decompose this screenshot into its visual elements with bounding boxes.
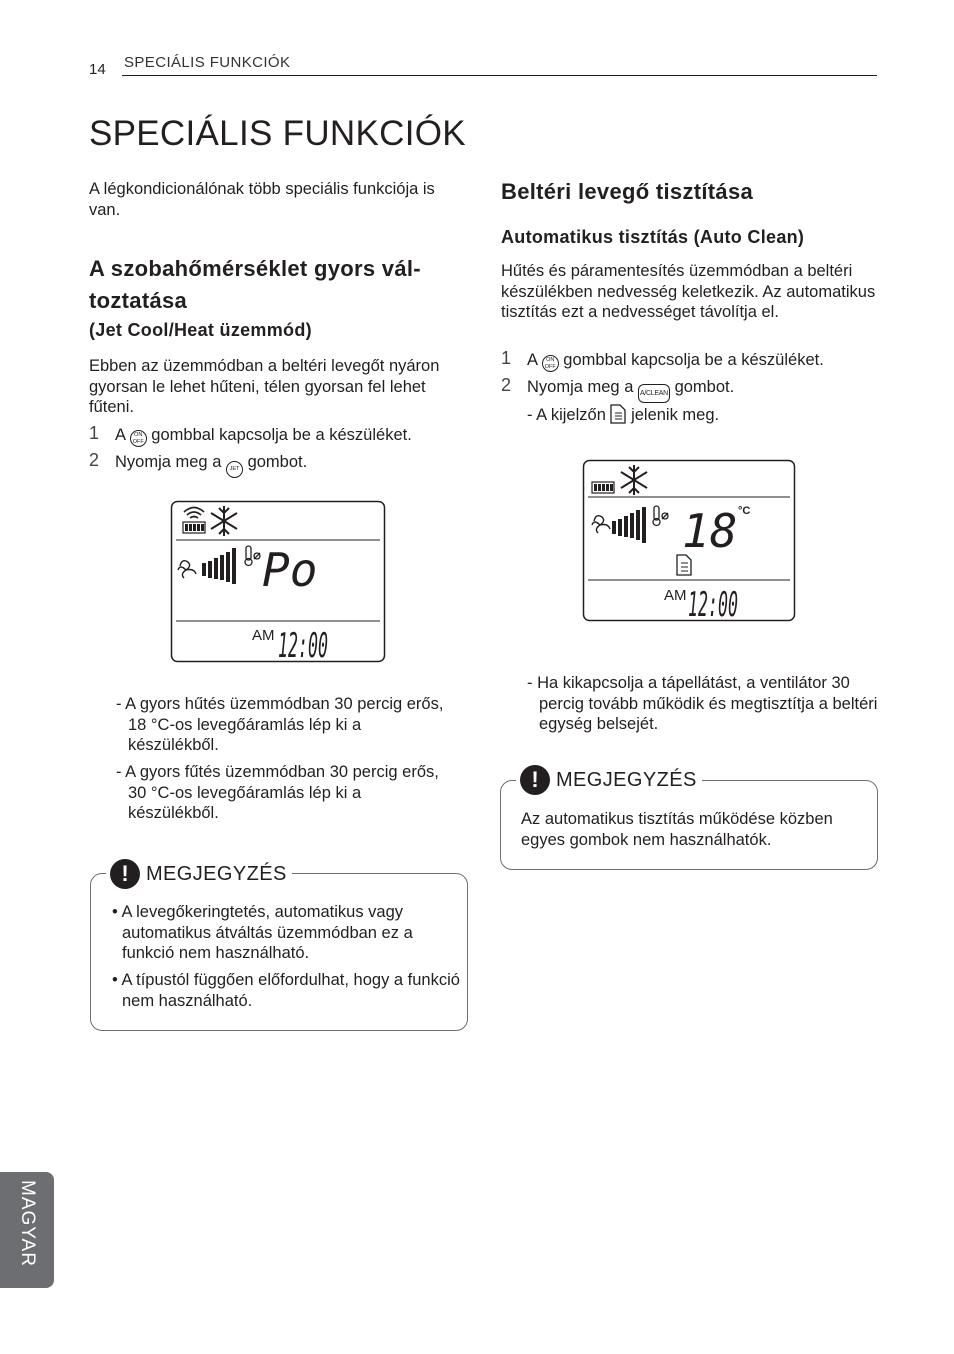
step-number: 1 <box>89 423 100 443</box>
aclean-button-icon: A/CLEAN <box>638 384 670 403</box>
jet-bullet-1: - A gyors hűtés üzemmódban 30 percig erős, 18 °C-os levegőáramlás lép ki a készülékből. <box>116 695 444 754</box>
mode-display-text: Po <box>262 543 318 597</box>
jet-subheading: (Jet Cool/Heat üzemmód) <box>89 320 312 340</box>
step-text-post: gombbal kapcsolja be a készüléket. <box>563 351 824 369</box>
jet-heading-line2: toztatása <box>89 288 188 313</box>
onoff-button-icon: ON OFF <box>542 355 559 372</box>
intro-text: A légkondicionálónak több speciális funkciója is van. <box>89 180 435 219</box>
jet-note-header <box>106 859 292 889</box>
language-tab-label: MAGYAR <box>17 1180 38 1267</box>
step-text-pre: A <box>527 351 538 369</box>
clean-subheading: Automatikus tisztítás (Auto Clean) <box>501 227 805 247</box>
step-text-pre: Nyomja meg a <box>527 378 634 396</box>
temperature-unit-text: °C <box>738 505 751 517</box>
clean-bullet: - Ha kikapcsolja a tápellátást, a ventilátor 30 percig tovább működik és megtisztítja a beltéri egység belsejét. <box>527 674 878 733</box>
step-number: 2 <box>501 375 512 395</box>
jet-lcd-display <box>170 500 386 664</box>
clean-note-header <box>516 765 702 795</box>
jet-button-icon: JET <box>226 461 243 478</box>
step-text-post: gombot. <box>674 378 735 396</box>
language-side-tab <box>0 1172 54 1288</box>
sub-text-post: jelenik meg. <box>631 406 720 424</box>
clean-lcd-display <box>582 459 796 623</box>
clean-note-text: Az automatikus tisztítás működése közben egyes gombok nem használhatók. <box>521 810 833 849</box>
jet-heading <box>89 253 469 317</box>
clean-step-1 <box>501 350 881 372</box>
ampm-text: AM <box>664 587 687 604</box>
note-label: MEGJEGYZÉS <box>146 862 287 885</box>
step-text-pre: A <box>115 426 126 444</box>
clock-text: 12:00 <box>688 585 738 623</box>
clean-step-2-sub <box>527 404 877 425</box>
page-title: SPECIÁLIS FUNKCIÓK <box>89 114 466 153</box>
exclamation-icon: ! <box>110 859 140 889</box>
page-number: 14 <box>89 61 106 78</box>
auto-clean-icon <box>610 404 626 424</box>
step-number: 1 <box>501 348 512 368</box>
jet-step-1 <box>89 425 469 447</box>
clock-text: 12:00 <box>278 626 328 664</box>
clean-heading: Beltéri levegő tisztítása <box>501 179 754 204</box>
temperature-display-text: 18 <box>682 504 738 558</box>
sub-text-pre: - A kijelzőn <box>527 406 606 424</box>
onoff-button-icon: ON OFF <box>130 430 147 447</box>
jet-bullet-2: - A gyors fűtés üzemmódban 30 percig erős, 30 °C-os levegőáramlás lép ki a készülékből. <box>116 763 439 822</box>
step-text-pre: Nyomja meg a <box>115 453 222 471</box>
jet-note-item-1: • A levegőkeringtetés, automatikus vagy automatikus átváltás üzemmódban ez a funkció nem használható. <box>112 903 413 962</box>
exclamation-icon: ! <box>520 765 550 795</box>
jet-step-2 <box>89 452 469 478</box>
clean-paragraph: Hűtés és páramentesítés üzemmódban a beltéri készülékben nedvesség keletkezik. Az automatikus tisztítás ezt a nedvességet távolítja el. <box>501 262 876 321</box>
header-rule <box>122 75 877 76</box>
jet-heading-line1: A szobahőmérséklet gyors vál- <box>89 256 421 281</box>
step-text-post: gombot. <box>247 453 308 471</box>
step-number: 2 <box>89 450 100 470</box>
ampm-text: AM <box>252 627 275 644</box>
jet-note-item-2: • A típustól függően előfordulhat, hogy a funkció nem használható. <box>112 971 460 1010</box>
note-label: MEGJEGYZÉS <box>556 768 697 791</box>
running-header: SPECIÁLIS FUNKCIÓK <box>124 54 291 71</box>
step-text-post: gombbal kapcsolja be a készüléket. <box>151 426 412 444</box>
jet-paragraph: Ebben az üzemmódban a beltéri levegőt nyáron gyorsan le lehet hűteni, télen gyorsan fel lehet fűteni. <box>89 357 440 416</box>
clean-step-2 <box>501 377 881 403</box>
